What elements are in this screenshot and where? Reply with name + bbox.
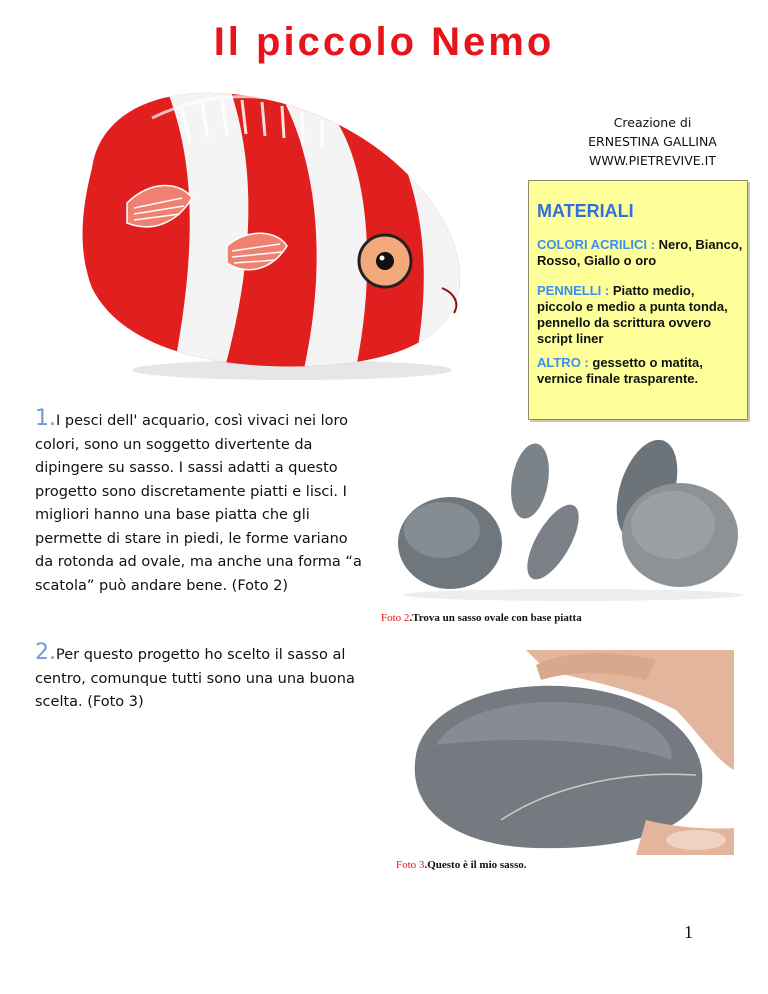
other-label: ALTRO : <box>537 355 589 370</box>
pebbles-photo <box>390 425 748 603</box>
materials-heading: MATERIALI <box>537 201 634 221</box>
page-number: 1 <box>684 922 693 942</box>
author-credits <box>560 113 745 170</box>
page-title: Il piccolo Nemo <box>213 20 555 64</box>
credits-line-1: Creazione di <box>613 115 692 130</box>
clownfish-rock-photo <box>62 48 472 388</box>
brushes-label: PENNELLI : <box>537 283 610 298</box>
materials-brushes <box>537 283 743 347</box>
step-1-number: 1. <box>35 406 56 431</box>
materials-box <box>528 180 748 420</box>
step-2-number: 2. <box>35 640 56 665</box>
step-1-paragraph <box>35 407 370 598</box>
photo-3-caption <box>396 859 527 871</box>
step-1-text: I pesci dell' acquario, così vivaci nei loro colori, sono un soggetto divertente da dipingere su sasso. I sassi adatti a questo progetto sono discretamente piatti e lisci. I migliori hanno una base piatta che gli permette di stare in piedi, le forme variano da rotonda ad ovale, ma anche una forma “a scatola” può andare bene. (Foto 2) <box>35 413 362 594</box>
credits-author: ERNESTINA GALLINA <box>588 134 717 149</box>
step-2-paragraph <box>35 641 370 715</box>
brushes-value: Piatto medio, piccolo e medio a punta tonda, pennello da scrittura ovvero script liner <box>537 283 728 346</box>
photo-2-text: .Trova un sasso ovale con base piatta <box>409 612 582 624</box>
materials-colors <box>537 237 743 269</box>
credits-website: WWW.PIETREVIVE.IT <box>589 153 716 168</box>
photo-2-ref: Foto 2 <box>381 612 410 624</box>
photo-3-text: .Questo è il mio sasso. <box>424 859 527 871</box>
colors-value: Nero, Bianco, Rosso, Giallo o oro <box>537 237 743 268</box>
step-2-text: Per questo progetto ho scelto il sasso al centro, comunque tutti sono una una buona scelta. (Foto 3) <box>35 647 355 710</box>
other-value: gessetto o matita, vernice finale trasparente. <box>537 355 703 386</box>
colors-label: COLORI ACRILICI : <box>537 237 655 252</box>
hand-holding-stone-photo <box>396 650 734 855</box>
materials-other <box>537 355 743 387</box>
photo-2-caption <box>381 612 582 624</box>
photo-3-ref: Foto 3 <box>396 859 425 871</box>
